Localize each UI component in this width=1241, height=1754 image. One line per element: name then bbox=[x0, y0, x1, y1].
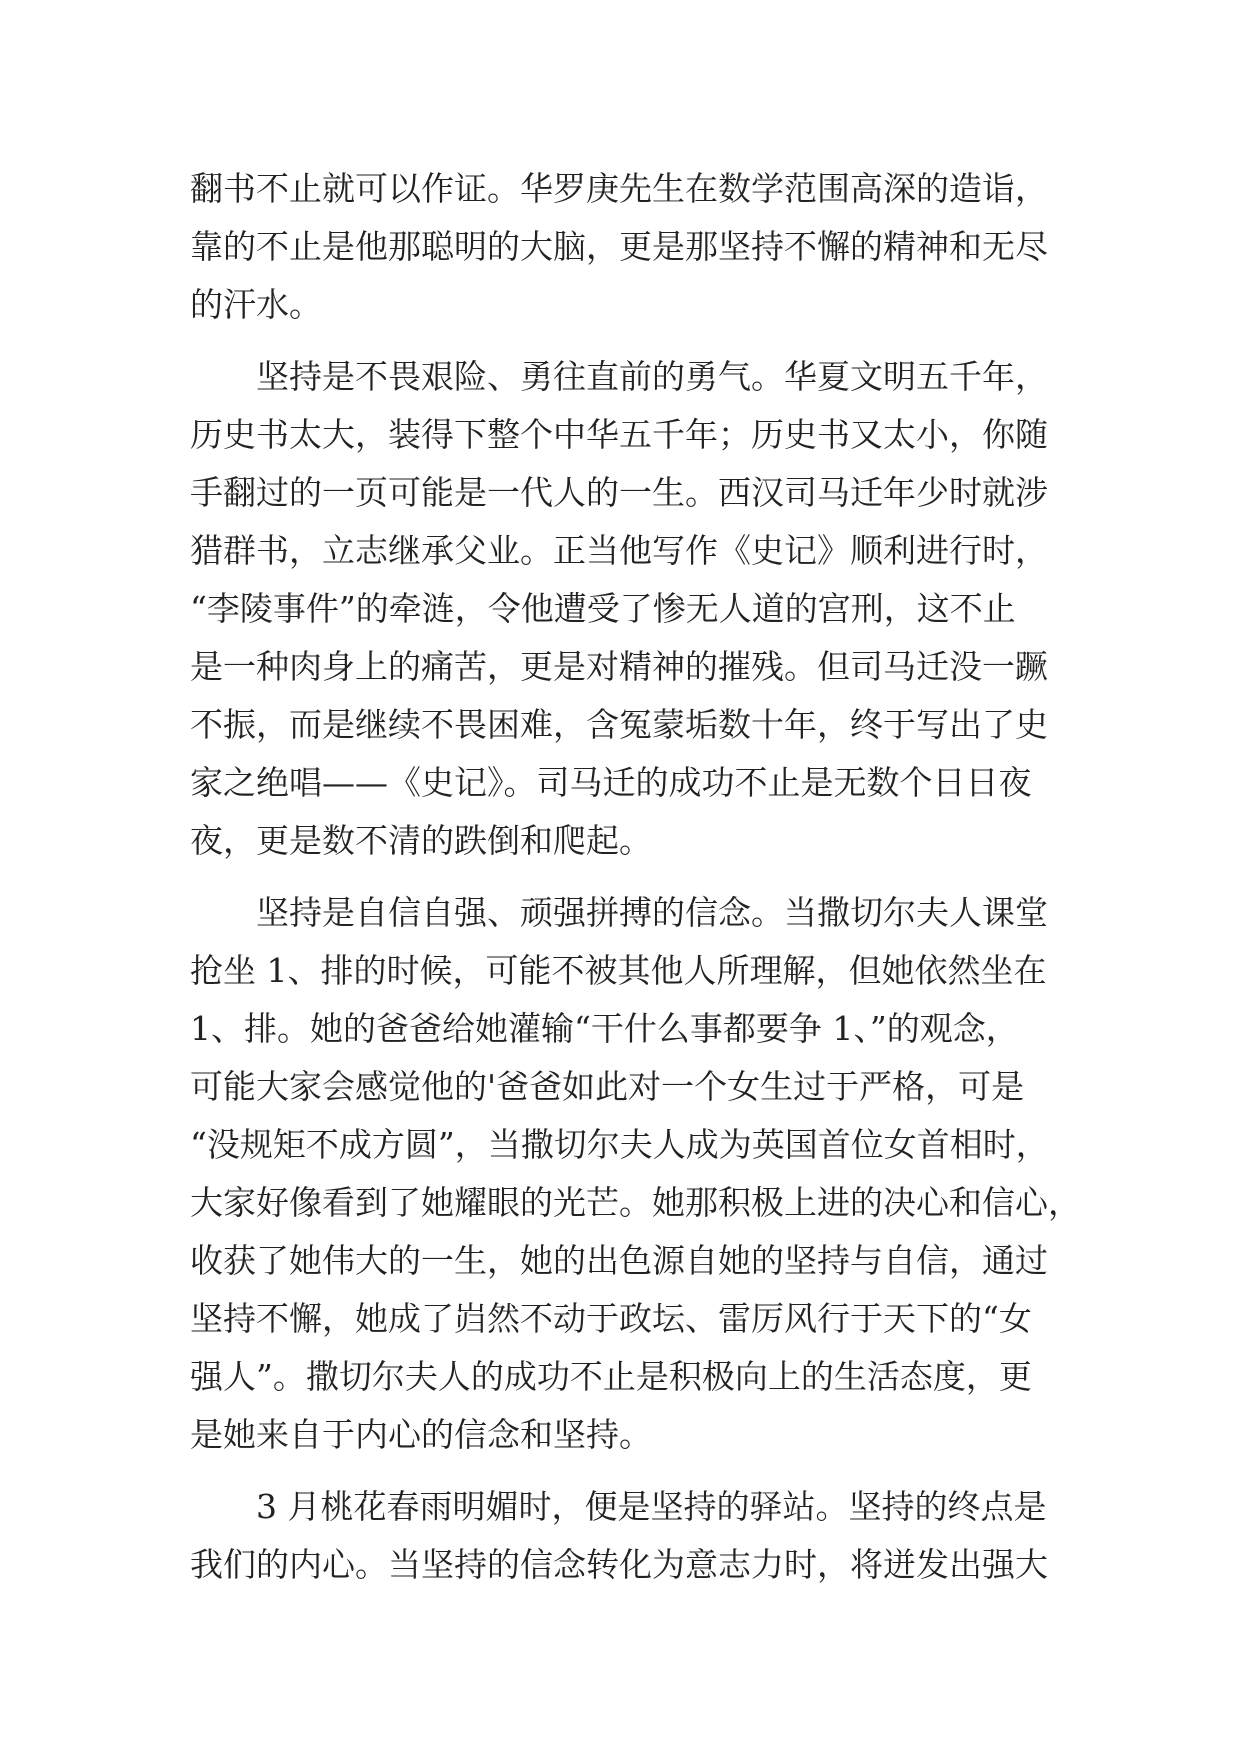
text-line: 靠的不止是他那聪明的大脑，更是那坚持不懈的精神和无尽 bbox=[190, 227, 1048, 266]
text-line: “没规矩不成方圆”，当撒切尔夫人成为英国首位女首相时， bbox=[190, 1125, 1049, 1164]
paragraph-gap bbox=[190, 1464, 1070, 1478]
text-line-paragraph-start: 3 月桃花春雨明媚时，便是坚持的驿站。坚持的终点是 bbox=[256, 1487, 1047, 1526]
text-line: 夜，更是数不清的跌倒和爬起。 bbox=[190, 821, 652, 860]
text-line: 可能大家会感觉他的'爸爸如此对一个女生过于严格，可是 bbox=[190, 1067, 1025, 1106]
text-line: 是一种肉身上的痛苦，更是对精神的摧残。但司马迁没一蹶 bbox=[190, 647, 1048, 686]
text-line: 历史书太大，装得下整个中华五千年；历史书又太小，你随 bbox=[190, 415, 1048, 454]
text-line: 我们的内心。当坚持的信念转化为意志力时，将迸发出强大 bbox=[190, 1545, 1048, 1584]
text-line-paragraph-start: 坚持是自信自强、顽强拼搏的信念。当撒切尔夫人课堂 bbox=[256, 893, 1048, 932]
text-line: 是她来自于内心的信念和坚持。 bbox=[190, 1415, 652, 1454]
text-line: 坚持不懈，她成了岿然不动于政坛、雷厉风行于天下的“女 bbox=[190, 1299, 1032, 1338]
paragraph-gap bbox=[190, 334, 1070, 348]
text-line-paragraph-start: 坚持是不畏艰险、勇往直前的勇气。华夏文明五千年， bbox=[256, 357, 1048, 396]
text-line: 收获了她伟大的一生，她的出色源自她的坚持与自信，通过 bbox=[190, 1241, 1048, 1280]
essay-body bbox=[190, 160, 1081, 1594]
text-line: 1、排。她的爸爸给她灌输“干什么事都要争 1、”的观念， bbox=[190, 1009, 1019, 1048]
text-line: 强人”。撒切尔夫人的成功不止是积极向上的生活态度，更 bbox=[190, 1357, 1032, 1396]
text-line: 手翻过的一页可能是一代人的一生。西汉司马迁年少时就涉 bbox=[190, 473, 1048, 512]
text-line: 大家好像看到了她耀眼的光芒。她那积极上进的决心和信心， bbox=[190, 1183, 1081, 1222]
paragraph-gap bbox=[190, 870, 1070, 884]
text-line: 不振，而是继续不畏困难，含冤蒙垢数十年，终于写出了史 bbox=[190, 705, 1048, 744]
text-line: 的汗水。 bbox=[190, 285, 322, 324]
text-line: “李陵事件”的牵涟，令他遭受了惨无人道的宫刑，这不止 bbox=[190, 589, 1016, 628]
text-line: 抢坐 1、排的时候，可能不被其他人所理解，但她依然坐在 bbox=[190, 951, 1047, 990]
text-line: 翻书不止就可以作证。华罗庚先生在数学范围高深的造诣， bbox=[190, 169, 1048, 208]
text-line: 猎群书，立志继承父业。正当他写作《史记》顺利进行时， bbox=[190, 531, 1048, 570]
text-line: 家之绝唱——《史记》。司马迁的成功不止是无数个日日夜 bbox=[190, 763, 1032, 802]
